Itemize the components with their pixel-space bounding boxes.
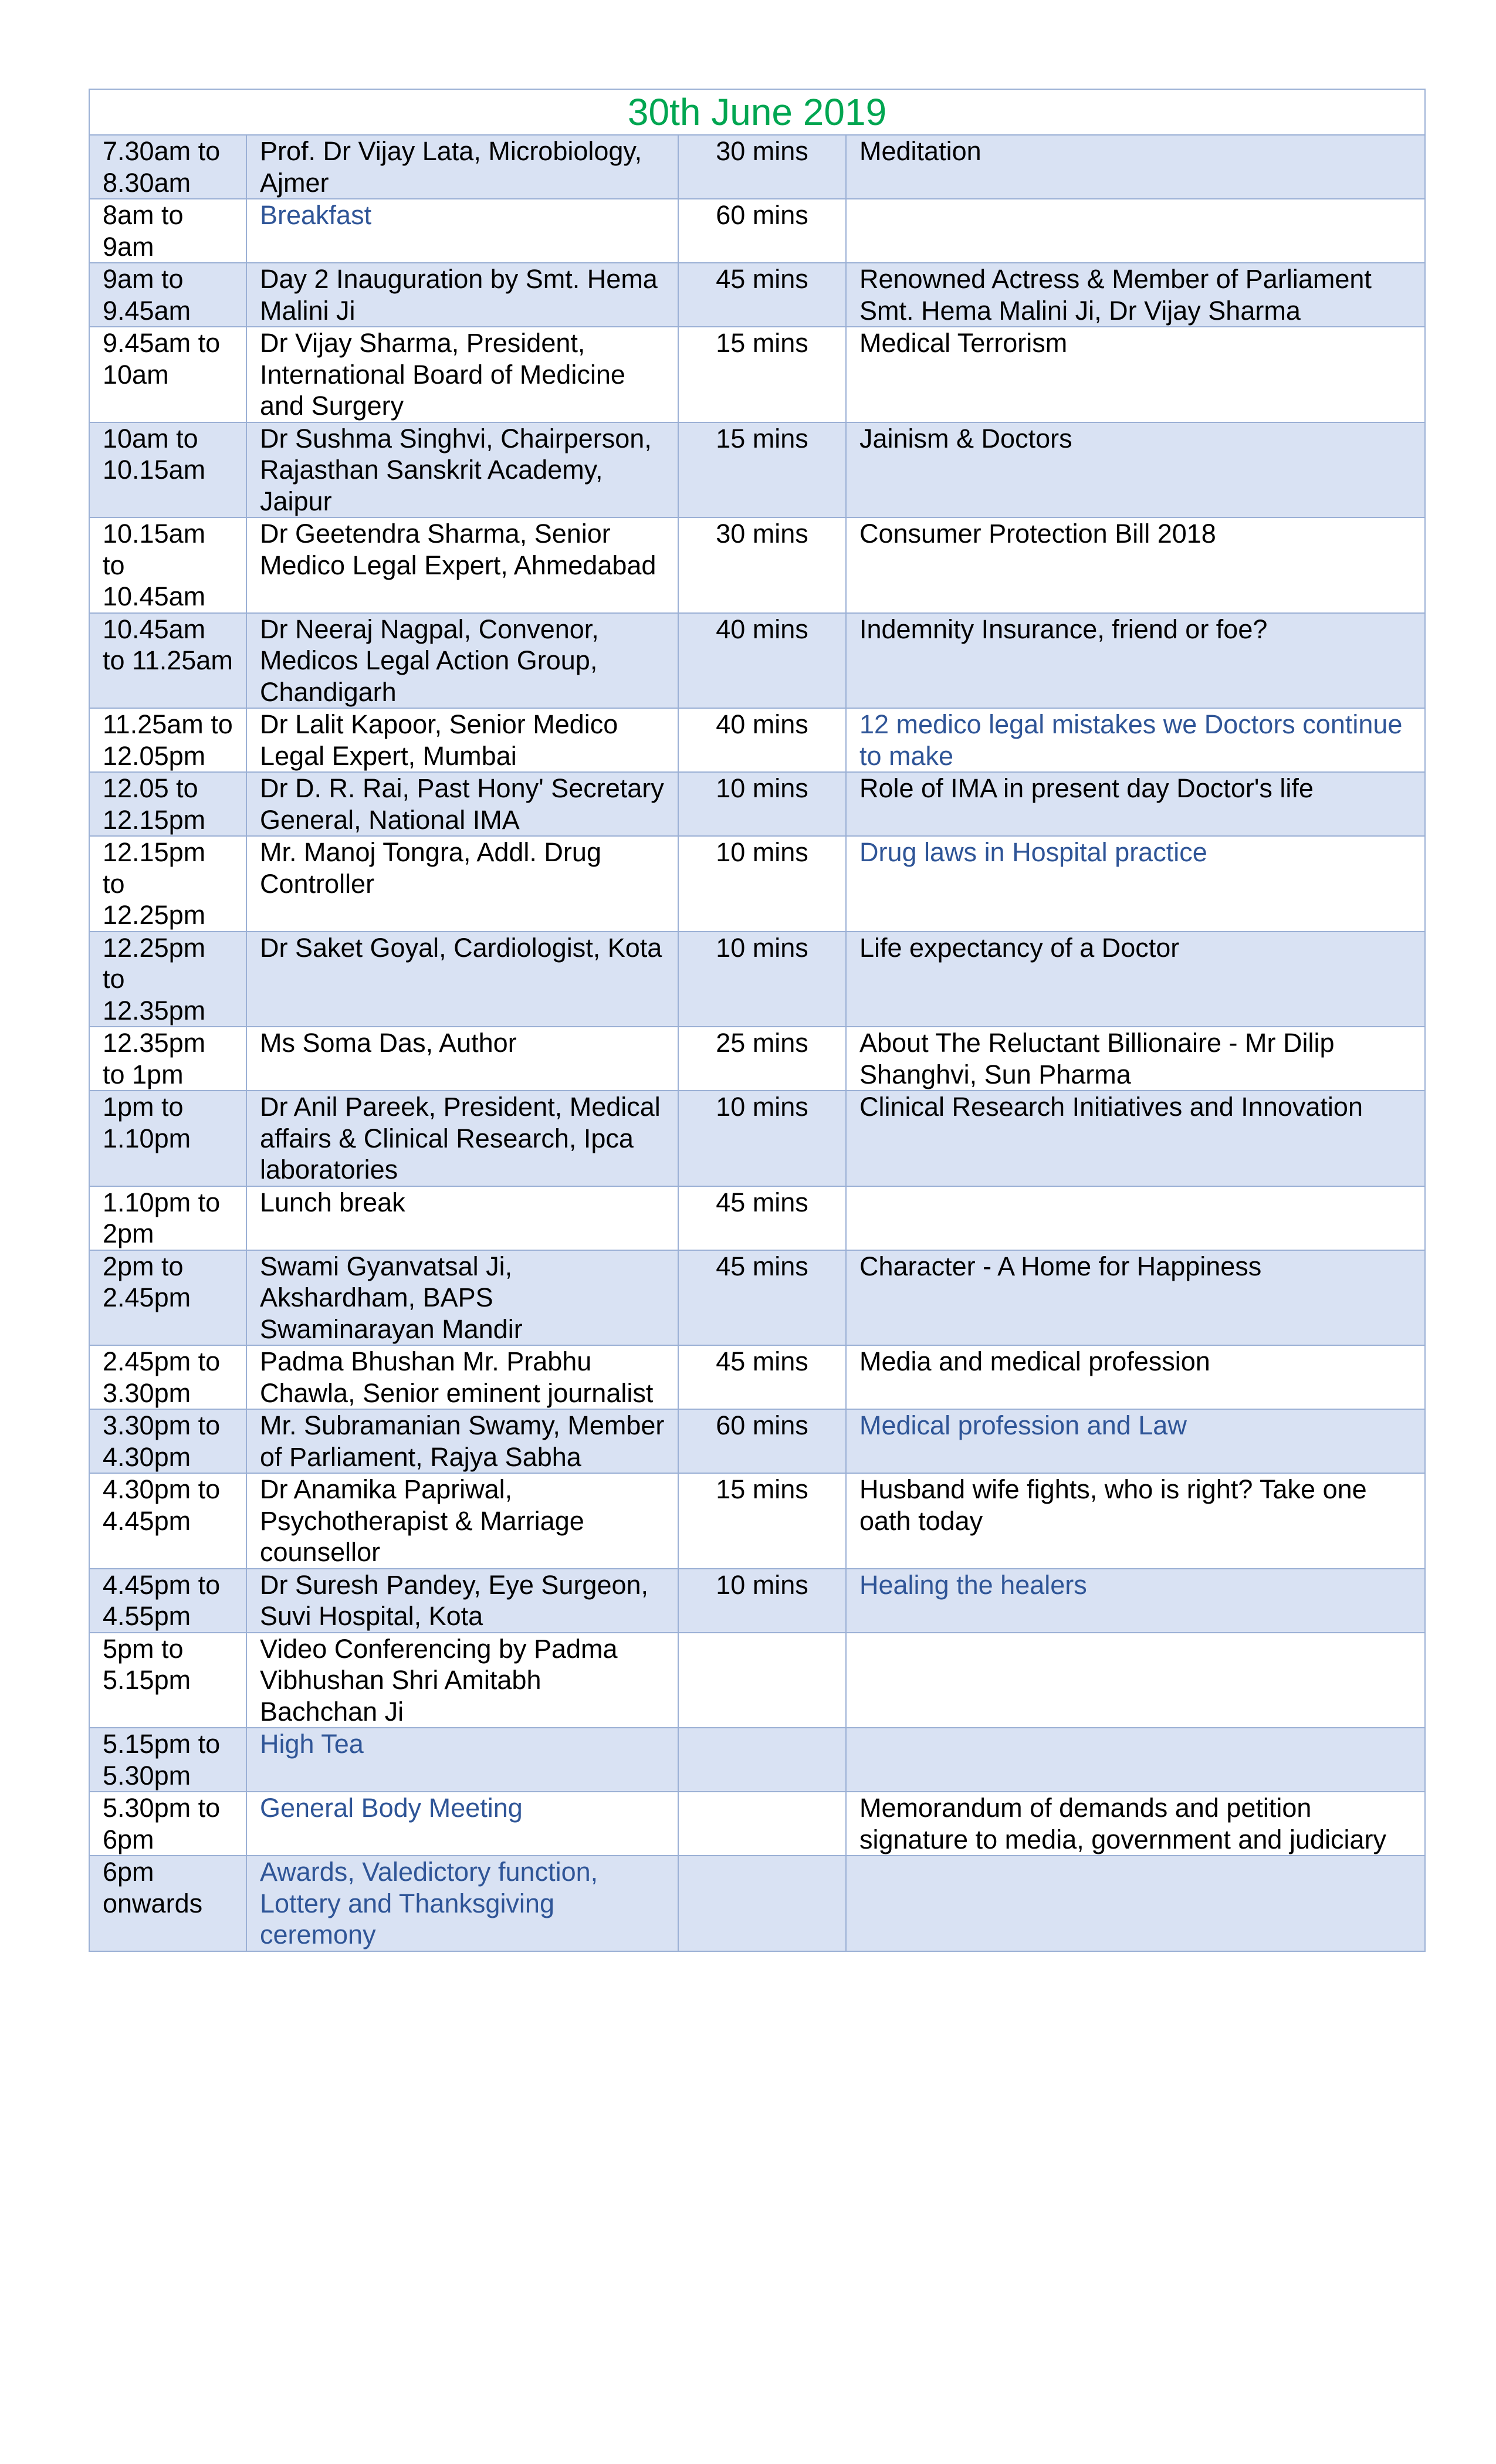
duration-cell: 10 mins (678, 1091, 846, 1186)
time-cell: 12.15pm to 12.25pm (89, 836, 246, 932)
table-row (89, 708, 1425, 772)
topic-cell: Consumer Protection Bill 2018 (846, 517, 1425, 613)
duration-cell: 60 mins (678, 1409, 846, 1473)
topic-cell: Meditation (846, 135, 1425, 199)
topic-cell (846, 1633, 1425, 1728)
time-cell: 1.10pm to 2pm (89, 1186, 246, 1250)
duration-cell (678, 1792, 846, 1856)
table-row (89, 1027, 1425, 1091)
duration-cell: 45 mins (678, 1250, 846, 1346)
time-cell: 12.25pm to 12.35pm (89, 932, 246, 1027)
topic-cell: Medical profession and Law (846, 1409, 1425, 1473)
speaker-cell: Prof. Dr Vijay Lata, Microbiology, Ajmer (246, 135, 678, 199)
speaker-cell: High Tea (246, 1728, 678, 1792)
speaker-cell: Dr D. R. Rai, Past Hony' Secretary General, National IMA (246, 772, 678, 836)
table-row (89, 1345, 1425, 1409)
duration-cell: 15 mins (678, 422, 846, 518)
speaker-cell: Dr Suresh Pandey, Eye Surgeon, Suvi Hospital, Kota (246, 1569, 678, 1633)
duration-cell: 40 mins (678, 708, 846, 772)
time-cell: 11.25am to 12.05pm (89, 708, 246, 772)
table-row (89, 1091, 1425, 1186)
duration-cell: 45 mins (678, 1345, 846, 1409)
duration-cell: 30 mins (678, 135, 846, 199)
time-cell: 3.30pm to 4.30pm (89, 1409, 246, 1473)
table-row (89, 199, 1425, 263)
table-row (89, 1633, 1425, 1728)
speaker-cell: Padma Bhushan Mr. Prabhu Chawla, Senior eminent journalist (246, 1345, 678, 1409)
speaker-cell: Awards, Valedictory function, Lottery and Thanksgiving ceremony (246, 1856, 678, 1951)
topic-cell (846, 1728, 1425, 1792)
duration-cell: 10 mins (678, 772, 846, 836)
speaker-cell: Dr Lalit Kapoor, Senior Medico Legal Expert, Mumbai (246, 708, 678, 772)
topic-cell (846, 1856, 1425, 1951)
table-row (89, 327, 1425, 422)
time-cell: 4.30pm to 4.45pm (89, 1473, 246, 1569)
time-cell: 1pm to 1.10pm (89, 1091, 246, 1186)
speaker-cell: Ms Soma Das, Author (246, 1027, 678, 1091)
speaker-cell: Breakfast (246, 199, 678, 263)
time-cell: 2.45pm to 3.30pm (89, 1345, 246, 1409)
time-cell: 5.15pm to 5.30pm (89, 1728, 246, 1792)
speaker-cell: General Body Meeting (246, 1792, 678, 1856)
table-row (89, 517, 1425, 613)
table-row (89, 613, 1425, 709)
time-cell: 5pm to 5.15pm (89, 1633, 246, 1728)
time-cell: 5.30pm to 6pm (89, 1792, 246, 1856)
time-cell: 6pm onwards (89, 1856, 246, 1951)
time-cell: 2pm to 2.45pm (89, 1250, 246, 1346)
duration-cell: 45 mins (678, 263, 846, 327)
topic-cell: Medical Terrorism (846, 327, 1425, 422)
table-row (89, 135, 1425, 199)
schedule-title: 30th June 2019 (89, 89, 1425, 135)
duration-cell (678, 1633, 846, 1728)
duration-cell (678, 1856, 846, 1951)
table-row (89, 422, 1425, 518)
duration-cell: 45 mins (678, 1186, 846, 1250)
table-row (89, 1569, 1425, 1633)
speaker-cell: Dr Geetendra Sharma, Senior Medico Legal Expert, Ahmedabad (246, 517, 678, 613)
topic-cell: Clinical Research Initiatives and Innovation (846, 1091, 1425, 1186)
duration-cell: 30 mins (678, 517, 846, 613)
speaker-cell: Dr Vijay Sharma, President, International Board of Medicine and Surgery (246, 327, 678, 422)
table-row (89, 1856, 1425, 1951)
speaker-cell: Mr. Subramanian Swamy, Member of Parliament, Rajya Sabha (246, 1409, 678, 1473)
table-row (89, 932, 1425, 1027)
time-cell: 7.30am to 8.30am (89, 135, 246, 199)
duration-cell: 10 mins (678, 1569, 846, 1633)
time-cell: 10.45am to 11.25am (89, 613, 246, 709)
topic-cell: Character - A Home for Happiness (846, 1250, 1425, 1346)
speaker-cell: Swami Gyanvatsal Ji, Akshardham, BAPS Swaminarayan Mandir (246, 1250, 678, 1346)
time-cell: 9.45am to 10am (89, 327, 246, 422)
time-cell: 10am to 10.15am (89, 422, 246, 518)
topic-cell: 12 medico legal mistakes we Doctors continue to make (846, 708, 1425, 772)
duration-cell: 10 mins (678, 836, 846, 932)
table-row (89, 263, 1425, 327)
topic-cell: Media and medical profession (846, 1345, 1425, 1409)
table-row (89, 772, 1425, 836)
speaker-cell: Dr Saket Goyal, Cardiologist, Kota (246, 932, 678, 1027)
speaker-cell: Dr Sushma Singhvi, Chairperson, Rajasthan Sanskrit Academy, Jaipur (246, 422, 678, 518)
duration-cell: 15 mins (678, 327, 846, 422)
time-cell: 10.15am to 10.45am (89, 517, 246, 613)
topic-cell: Drug laws in Hospital practice (846, 836, 1425, 932)
topic-cell: Life expectancy of a Doctor (846, 932, 1425, 1027)
duration-cell: 15 mins (678, 1473, 846, 1569)
time-cell: 4.45pm to 4.55pm (89, 1569, 246, 1633)
topic-cell: Healing the healers (846, 1569, 1425, 1633)
topic-cell: Jainism & Doctors (846, 422, 1425, 518)
topic-cell: Indemnity Insurance, friend or foe? (846, 613, 1425, 709)
table-row (89, 836, 1425, 932)
time-cell: 12.05 to 12.15pm (89, 772, 246, 836)
topic-cell: About The Reluctant Billionaire - Mr Dilip Shanghvi, Sun Pharma (846, 1027, 1425, 1091)
table-row (89, 1792, 1425, 1856)
speaker-cell: Video Conferencing by Padma Vibhushan Shri Amitabh Bachchan Ji (246, 1633, 678, 1728)
topic-cell: Memorandum of demands and petition signature to media, government and judiciary (846, 1792, 1425, 1856)
table-row (89, 1728, 1425, 1792)
speaker-cell: Dr Anamika Papriwal, Psychotherapist & Marriage counsellor (246, 1473, 678, 1569)
speaker-cell: Day 2 Inauguration by Smt. Hema Malini Ji (246, 263, 678, 327)
time-cell: 9am to 9.45am (89, 263, 246, 327)
topic-cell (846, 1186, 1425, 1250)
table-row (89, 1186, 1425, 1250)
time-cell: 8am to 9am (89, 199, 246, 263)
table-row (89, 1473, 1425, 1569)
topic-cell: Role of IMA in present day Doctor's life (846, 772, 1425, 836)
duration-cell: 40 mins (678, 613, 846, 709)
topic-cell (846, 199, 1425, 263)
duration-cell: 10 mins (678, 932, 846, 1027)
speaker-cell: Dr Anil Pareek, President, Medical affairs & Clinical Research, Ipca laboratories (246, 1091, 678, 1186)
schedule-table (89, 89, 1426, 1952)
time-cell: 12.35pm to 1pm (89, 1027, 246, 1091)
topic-cell: Husband wife fights, who is right? Take one oath today (846, 1473, 1425, 1569)
table-row (89, 1250, 1425, 1346)
duration-cell: 25 mins (678, 1027, 846, 1091)
speaker-cell: Dr Neeraj Nagpal, Convenor, Medicos Legal Action Group, Chandigarh (246, 613, 678, 709)
speaker-cell: Lunch break (246, 1186, 678, 1250)
speaker-cell: Mr. Manoj Tongra, Addl. Drug Controller (246, 836, 678, 932)
table-row (89, 1409, 1425, 1473)
duration-cell (678, 1728, 846, 1792)
duration-cell: 60 mins (678, 199, 846, 263)
title-row (89, 89, 1425, 135)
topic-cell: Renowned Actress & Member of Parliament Smt. Hema Malini Ji, Dr Vijay Sharma (846, 263, 1425, 327)
